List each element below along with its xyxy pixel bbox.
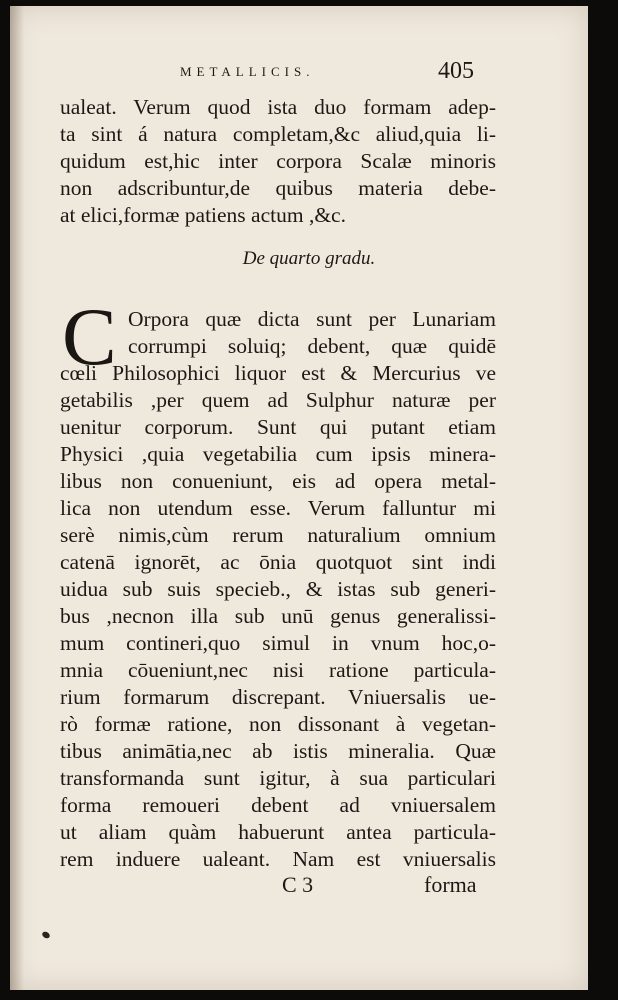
text-line: quidum est,hic inter corpora Scalæ minoris	[60, 149, 496, 173]
text-line: rium formarum discrepant. Vniuersalis ue-	[60, 685, 496, 709]
book-page	[10, 6, 588, 990]
catch-line	[10, 872, 588, 902]
drop-cap: C	[62, 291, 117, 382]
page-number: 405	[438, 58, 474, 84]
text-line: at elici,formæ patiens actum ,&c.	[60, 203, 346, 227]
text-line: uenitur corporum. Sunt qui putant etiam	[60, 415, 496, 439]
text-line: transformanda sunt igitur, à sua particulari	[60, 766, 496, 790]
gutter-shadow	[10, 6, 24, 990]
text-line: getabilis ,per quem ad Sulphur naturæ per	[60, 388, 496, 412]
text-line: ut aliam quàm habuerunt antea particula-	[60, 820, 496, 844]
text-line: Physici ,quia vegetabilia cum ipsis minera-	[60, 442, 496, 466]
text-line: rò formæ ratione, non dissonant à vegetan-	[60, 712, 496, 736]
text-line: uidua sub suis specieb., & istas sub generi-	[60, 577, 496, 601]
text-line: forma remoueri debent ad vniuersalem	[60, 793, 496, 817]
running-head	[10, 58, 588, 88]
ink-blot	[41, 930, 51, 939]
text-line: ualeat. Verum quod ista duo formam adep-	[60, 95, 496, 119]
text-line: serè nimis,cùm rerum naturalium omnium	[60, 523, 496, 547]
text-line: Orpora quæ dicta sunt per Lunariam	[128, 307, 496, 331]
text-line: mum contineri,quo simul in vnum hoc,o-	[60, 631, 496, 655]
text-line: rem induere ualeant. Nam est vniuersalis	[60, 847, 496, 871]
text-line: libus non conueniunt, eis ad opera metal-	[60, 469, 496, 493]
section-heading: De quarto gradu.	[242, 248, 376, 269]
text-line: mnia cōueniunt,nec nisi ratione particula-	[60, 658, 496, 682]
text-line: catenā ignorēt, ac ōnia quotquot sint indi	[60, 550, 496, 574]
text-line: corrumpi soluiq; debent, quæ quidē	[128, 334, 496, 358]
text-line: cœli Philosophici liquor est & Mercurius ve	[60, 361, 496, 385]
text-line: bus ,necnon illa sub unū genus generalissi-	[60, 604, 496, 628]
running-title: METALLICIS.	[180, 64, 315, 79]
text-line: ta sint á natura completam,&c aliud,quia li-	[60, 122, 496, 146]
signature-mark: C 3	[282, 872, 314, 897]
text-line: tibus animātia,nec ab istis mineralia. Quæ	[60, 739, 496, 763]
text-line: non adscribuntur,de quibus materia debe-	[60, 176, 496, 200]
catchword: forma	[424, 872, 477, 897]
text-line: lica non utendum esse. Verum falluntur mi	[60, 496, 496, 520]
